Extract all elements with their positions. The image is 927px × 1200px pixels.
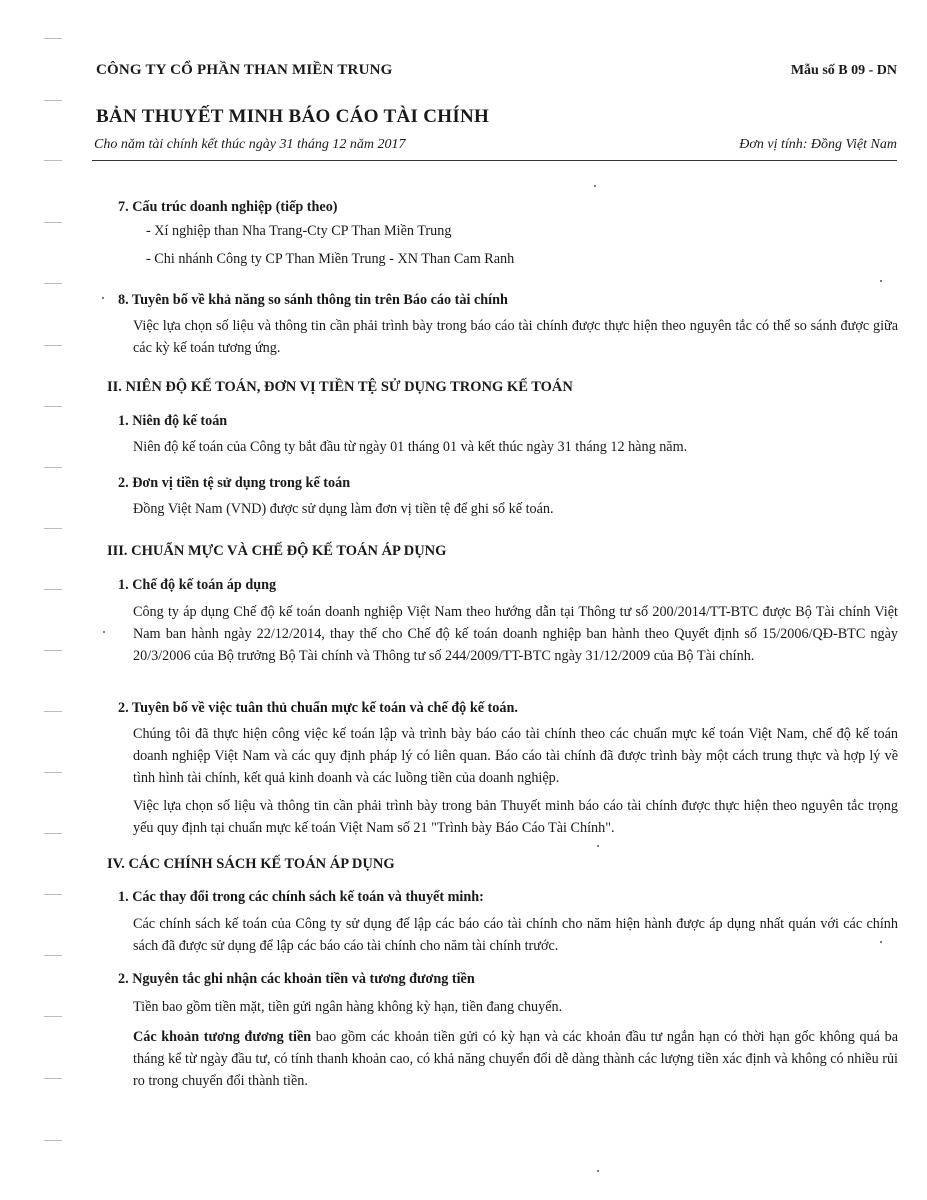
scan-mark bbox=[44, 833, 62, 834]
paragraph-text: bao gồm các khoản tiền gửi có kỳ hạn và các khoản đầu tư ngắn hạn có thời hạn gốc không quá ba tháng kể từ ngày đầu tư, có tính thanh khoản cao, có khả năng chuyển đổi dễ dàng thành các lượng tiền xác định và không có nhiều rủi ro trong chuyển đổi thành tiền. bbox=[133, 1029, 899, 1089]
heading-iii-1: 1. Chế độ kế toán áp dụng bbox=[118, 577, 277, 593]
scan-mark bbox=[44, 283, 62, 284]
heading-ii-2: 2. Đơn vị tiền tệ sử dụng trong kế toán bbox=[118, 475, 351, 491]
heading-s7: 7. Cấu trúc doanh nghiệp (tiếp theo) bbox=[118, 199, 338, 215]
header-divider bbox=[92, 160, 897, 161]
scan-mark bbox=[44, 650, 62, 651]
heading-iv-1: 1. Các thay đổi trong các chính sách kế toán và thuyết minh: bbox=[118, 889, 484, 905]
scan-mark bbox=[44, 711, 62, 712]
scan-mark bbox=[44, 772, 62, 773]
scan-mark bbox=[44, 528, 62, 529]
heading-iii-2: 2. Tuyên bố về việc tuân thủ chuẩn mực kế toán và chế độ kế toán. bbox=[118, 700, 518, 716]
title-row bbox=[96, 106, 897, 128]
scan-mark bbox=[44, 100, 62, 101]
section-heading-iv: IV. CÁC CHÍNH SÁCH KẾ TOÁN ÁP DỤNG bbox=[107, 856, 395, 872]
scan-mark bbox=[44, 38, 62, 39]
list-item: - Chi nhánh Công ty CP Than Miền Trung - XN Than Cam Ranh bbox=[146, 251, 515, 267]
scan-mark bbox=[44, 955, 62, 956]
paragraph-iii-1: Công ty áp dụng Chế độ kế toán doanh nghiệp Việt Nam theo hướng dẫn tại Thông tư số 200/2014/TT-BTC được Bộ Tài chính Việt Nam ban hành ngày 22/12/2014, thay thế cho Chế độ kế toán doanh nghiệp ban hành theo Quyết định số 15/2006/QĐ-BTC ngày 20/3/2006 của Bộ trưởng Bộ Tài chính và Thông tư số 244/2009/TT-BTC ngày 31/12/2009 của Bộ Tài chính. bbox=[133, 604, 898, 664]
paragraph-iii-2a: Chúng tôi đã thực hiện công việc kế toán lập và trình bày báo cáo tài chính theo các chuẩn mực kế toán Việt Nam, chế độ kế toán doanh nghiệp Việt Nam và các quy định pháp lý có liên quan. Báo cáo tài chính đã được trình bày một cách trung thực và hợp lý về tình hình tài chính, kết quả kinh doanh và các luồng tiền của doanh nghiệp. bbox=[133, 726, 898, 786]
heading-iv-2: 2. Nguyên tắc ghi nhận các khoản tiền và tương đương tiền bbox=[118, 971, 475, 987]
section-heading-iii: III. CHUẨN MỰC VÀ CHẾ ĐỘ KẾ TOÁN ÁP DỤNG bbox=[107, 543, 447, 559]
scan-mark bbox=[44, 345, 62, 346]
paragraph-ii-1: Niên độ kế toán của Công ty bắt đầu từ ngày 01 tháng 01 và kết thúc ngày 31 tháng 12 hàng năm. bbox=[133, 439, 688, 455]
defined-term: Các khoản tương đương tiền bbox=[133, 1029, 312, 1045]
currency-unit: Đơn vị tính: Đồng Việt Nam bbox=[739, 137, 897, 152]
paragraph-iv-2b bbox=[133, 1026, 898, 1092]
period-row bbox=[94, 137, 897, 153]
scan-mark bbox=[44, 589, 62, 590]
heading-ii-1: 1. Niên độ kế toán bbox=[118, 413, 228, 429]
paragraph-s8: Việc lựa chọn số liệu và thông tin cần phải trình bày trong báo cáo tài chính được thực hiện theo nguyên tắc có thể so sánh được giữa các kỳ kế toán tương ứng. bbox=[133, 318, 898, 356]
paragraph-ii-2: Đồng Việt Nam (VND) được sử dụng làm đơn vị tiền tệ để ghi sổ kế toán. bbox=[133, 501, 554, 517]
scan-speck bbox=[594, 185, 596, 187]
scan-mark bbox=[44, 1016, 62, 1017]
scan-speck bbox=[880, 280, 882, 282]
paragraph-iv-1: Các chính sách kế toán của Công ty sử dụng để lập các báo cáo tài chính cho năm hiện hành được áp dụng nhất quán với các chính sách đã được sử dụng để lập các báo cáo tài chính cho năm tài chính trước. bbox=[133, 916, 898, 954]
document-title: BẢN THUYẾT MINH BÁO CÁO TÀI CHÍNH bbox=[96, 106, 490, 127]
section-heading-ii: II. NIÊN ĐỘ KẾ TOÁN, ĐƠN VỊ TIỀN TỆ SỬ DỤNG TRONG KẾ TOÁN bbox=[107, 379, 573, 395]
scan-mark bbox=[44, 1140, 62, 1141]
scan-mark bbox=[44, 160, 62, 161]
form-code: Mẫu số B 09 - DN bbox=[790, 63, 897, 78]
paragraph-iii-2b: Việc lựa chọn số liệu và thông tin cần phải trình bày trong bản Thuyết minh báo cáo tài chính được thực hiện theo nguyên tắc trọng yếu quy định tại chuẩn mực kế toán Việt Nam số 21 "Trình bày Báo Cáo Tài Chính". bbox=[133, 798, 898, 836]
fiscal-period: Cho năm tài chính kết thúc ngày 31 tháng 12 năm 2017 bbox=[94, 137, 406, 152]
scan-speck bbox=[103, 631, 105, 633]
scan-speck bbox=[597, 1170, 599, 1172]
scan-speck bbox=[102, 297, 104, 299]
header-row bbox=[96, 62, 897, 79]
scan-mark bbox=[44, 467, 62, 468]
scan-speck bbox=[597, 845, 599, 847]
heading-s8: 8. Tuyên bố về khả năng so sánh thông tin trên Báo cáo tài chính bbox=[118, 292, 508, 308]
scan-mark bbox=[44, 406, 62, 407]
company-name: CÔNG TY CỔ PHẦN THAN MIỀN TRUNG bbox=[96, 62, 393, 78]
scan-mark bbox=[44, 894, 62, 895]
paragraph-iv-2a: Tiền bao gồm tiền mặt, tiền gửi ngân hàng không kỳ hạn, tiền đang chuyển. bbox=[133, 999, 563, 1015]
scan-mark bbox=[44, 222, 62, 223]
scan-mark bbox=[44, 1078, 62, 1079]
list-item: - Xí nghiệp than Nha Trang-Cty CP Than Miền Trung bbox=[146, 223, 452, 239]
